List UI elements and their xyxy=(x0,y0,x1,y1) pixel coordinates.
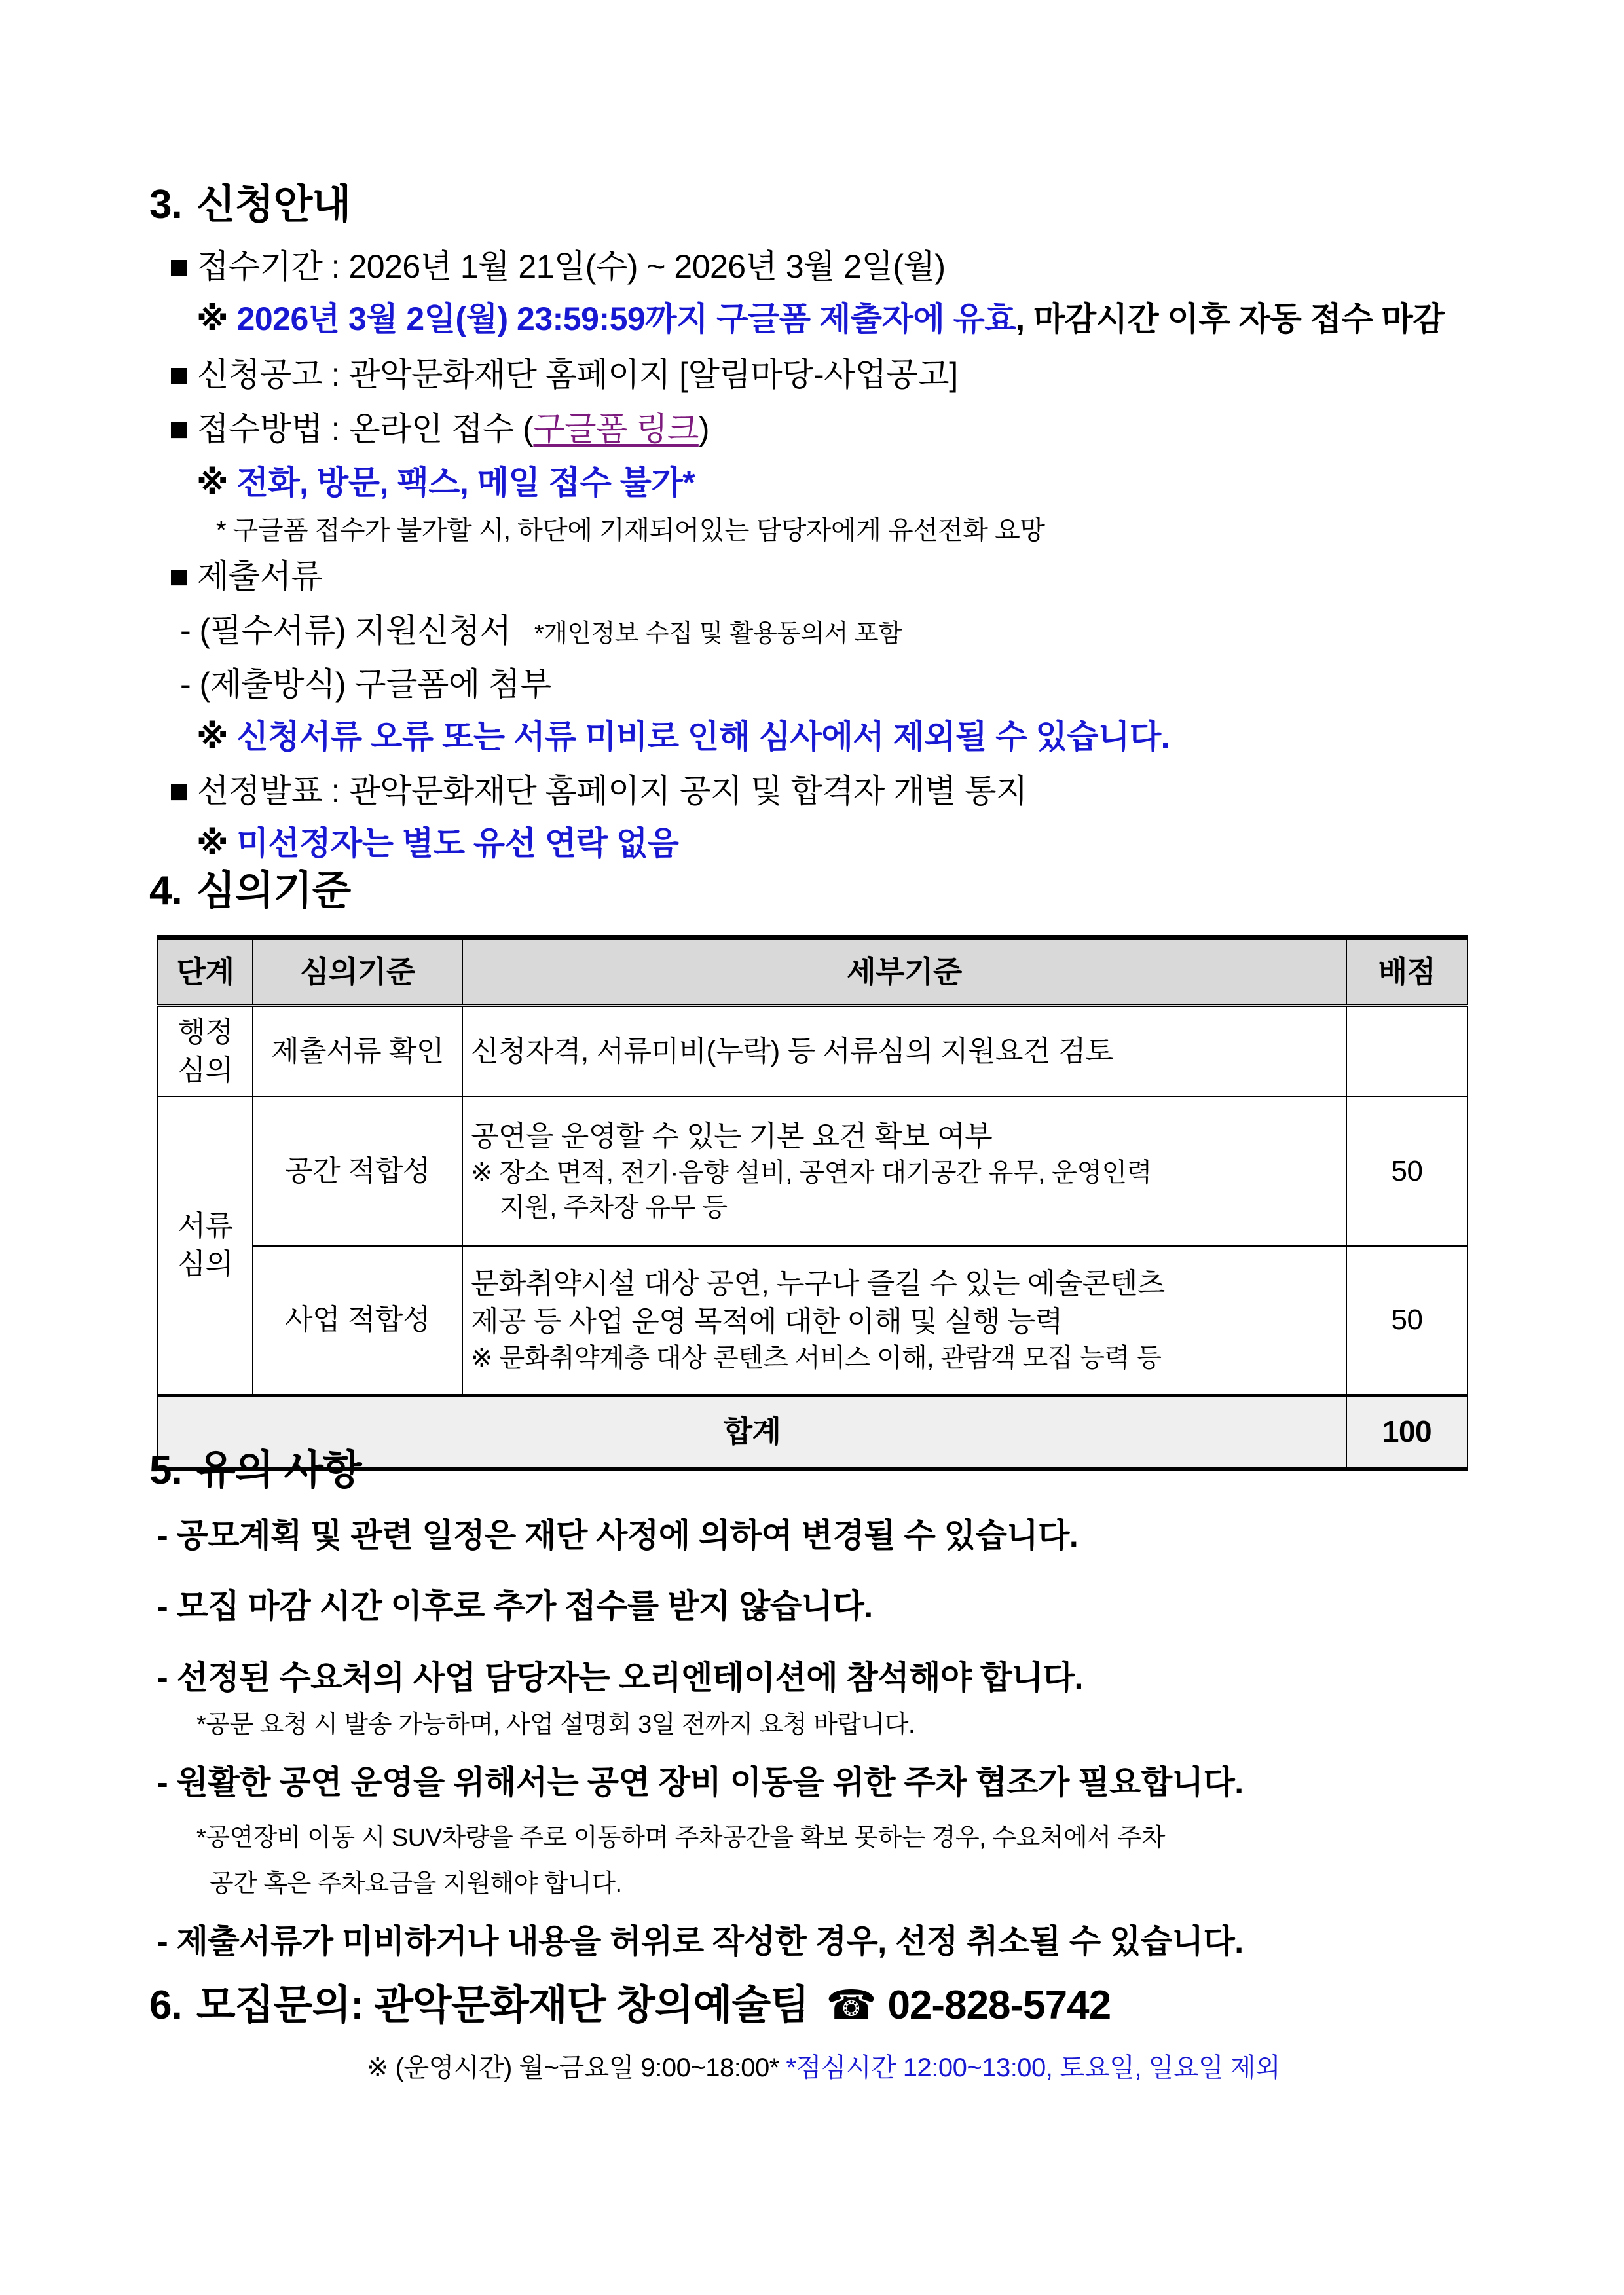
section-5-title: 유의 사항 xyxy=(196,1448,361,1493)
hours-mark: ※ xyxy=(367,2053,389,2082)
col-header-score: 배점 xyxy=(1346,938,1467,1006)
section-5-heading xyxy=(149,1450,361,1491)
section-5-number: 5. xyxy=(149,1448,182,1493)
cell-stage-document-review: 서류심의 xyxy=(158,1097,253,1395)
application-period: ■ 접수기간 : 2026년 1월 21일(수) ~ 2026년 3월 2일(월) xyxy=(169,248,946,285)
cell-total-score: 100 xyxy=(1346,1395,1467,1469)
cell-detail-project-fit xyxy=(462,1246,1346,1395)
detail-line: 지원, 주차장 유무 등 xyxy=(500,1193,728,1222)
phone-icon: ☎ xyxy=(826,1983,876,2028)
detail-line: 문화취약시설 대상 공연, 누구나 즐길 수 있는 예술콘텐츠 xyxy=(471,1267,1165,1300)
result-announcement: ■ 선정발표 : 관악문화재단 홈페이지 공지 및 합격자 개별 통지 xyxy=(169,773,1027,809)
section-4-title: 심의기준 xyxy=(196,868,351,913)
cell-score-space-fit: 50 xyxy=(1346,1097,1467,1246)
col-header-criterion: 심의기준 xyxy=(253,938,462,1006)
detail-line: ※ 문화취약계층 대상 콘텐츠 서비스 이해, 관람객 모집 능력 등 xyxy=(471,1344,1162,1373)
detail-line: ※ 장소 면적, 전기·음향 설비, 공연자 대기공간 유무, 운영인력 xyxy=(471,1158,1152,1188)
note-mark-4: ※ xyxy=(196,825,229,862)
caution-item-4: - 원활한 공연 운영을 위해서는 공연 장비 이동을 위한 주차 협조가 필요합니다. xyxy=(157,1764,1244,1801)
note-mark-2: ※ xyxy=(196,464,229,501)
note-blue-2: 전화, 방문, 팩스, 메일 접수 불가* xyxy=(236,464,695,501)
operating-hours xyxy=(367,2055,1280,2081)
section-6-title: 모집문의: 관악문화재단 창의예술팀 xyxy=(196,1983,809,2028)
application-method-suffix: ) xyxy=(698,411,709,447)
note-blue-3: 신청서류 오류 또는 서류 미비로 인해 심사에서 제외될 수 있습니다. xyxy=(236,718,1170,755)
detail-line: 공연을 운영할 수 있는 기본 요건 확보 여부 xyxy=(471,1120,993,1153)
col-header-detail: 세부기준 xyxy=(462,938,1346,1006)
cell-score-admin xyxy=(1346,1006,1467,1097)
caution-note-parking-2: 공간 혹은 주차요금을 지원해야 합니다. xyxy=(210,1870,622,1898)
cell-criterion-project-fit: 사업 적합성 xyxy=(253,1246,462,1395)
submission-docs-note xyxy=(196,720,1170,753)
table-row xyxy=(158,1006,1467,1097)
caution-note-parking-1: *공연장비 이동 시 SUV차량을 주로 이동하며 주차공간을 확보 못하는 경우, 수요처에서 주차 xyxy=(196,1824,1165,1852)
cell-detail-admin: 신청자격, 서류미비(누락) 등 서류심의 지원요건 검토 xyxy=(462,1006,1346,1097)
cell-detail-space-fit xyxy=(462,1097,1346,1246)
application-method-prefix: ■ 접수방법 : 온라인 접수 ( xyxy=(169,411,534,447)
col-header-stage: 단계 xyxy=(158,938,253,1006)
contact-phone-number: 02-828-5742 xyxy=(887,1983,1111,2028)
submission-docs-required xyxy=(180,614,902,647)
section-4-heading xyxy=(149,868,351,913)
note-blue-1: 2026년 3월 2일(월) 23:59:59까지 구글폼 제출자에 유효 xyxy=(236,301,1016,337)
table-row xyxy=(158,1246,1467,1395)
submission-docs-label: ■ 제출서류 xyxy=(169,558,323,595)
application-method xyxy=(169,413,709,445)
cell-criterion-space-fit: 공간 적합성 xyxy=(253,1097,462,1246)
hours-blue: *점심시간 12:00~13:00, 토요일, 일요일 제외 xyxy=(786,2053,1280,2082)
caution-item-5: - 제출서류가 미비하거나 내용을 허위로 작성한 경우, 선정 취소될 수 있습니다. xyxy=(157,1923,1244,1960)
application-notice: ■ 신청공고 : 관악문화재단 홈페이지 [알림마당-사업공고] xyxy=(169,356,958,393)
cell-score-project-fit: 50 xyxy=(1346,1246,1467,1395)
section-3-title: 신청안내 xyxy=(196,182,351,227)
docs-required-main: - (필수서류) 지원신청서 xyxy=(180,612,511,649)
application-method-subnote: * 구글폼 접수가 불가할 시, 하단에 기재되어있는 담당자에게 유선전화 요망 xyxy=(216,516,1045,545)
detail-line: 제공 등 사업 운영 목적에 대한 이해 및 실행 능력 xyxy=(471,1306,1063,1338)
note-rest-1: , 마감시간 이후 자동 접수 마감 xyxy=(1016,301,1445,337)
cell-stage-admin: 행정심의 xyxy=(158,1006,253,1097)
section-3-heading xyxy=(149,182,351,227)
result-announcement-note xyxy=(196,827,678,860)
section-3-number: 3. xyxy=(149,182,182,227)
caution-note-orientation: *공문 요청 시 발송 가능하며, 사업 설명회 3일 전까지 요청 바랍니다. xyxy=(196,1711,915,1738)
table-header-row xyxy=(158,938,1467,1006)
note-mark-1: ※ xyxy=(196,301,229,337)
note-mark-3: ※ xyxy=(196,718,229,755)
cell-criterion-docs-check: 제출서류 확인 xyxy=(253,1006,462,1097)
note-blue-4: 미선정자는 별도 유선 연락 없음 xyxy=(236,825,679,862)
cell-total-label: 합계 xyxy=(158,1395,1346,1469)
caution-item-3: - 선정된 수요처의 사업 담당자는 오리엔테이션에 참석해야 합니다. xyxy=(157,1659,1083,1696)
application-period-note xyxy=(196,303,1444,335)
google-form-link[interactable]: 구글폼 링크 xyxy=(533,411,699,447)
caution-item-2: - 모집 마감 시간 이후로 추가 접수를 받지 않습니다. xyxy=(157,1588,873,1625)
hours-black: (운영시간) 월~금요일 9:00~18:00* xyxy=(395,2053,779,2082)
table-row xyxy=(158,1097,1467,1246)
docs-required-note: *개인정보 수집 및 활용동의서 포함 xyxy=(534,620,902,648)
criteria-table xyxy=(157,935,1468,1471)
submission-docs-method: - (제출방식) 구글폼에 첨부 xyxy=(180,666,551,703)
application-method-note xyxy=(196,466,695,499)
section-6-heading xyxy=(149,1985,1111,2026)
section-6-number: 6. xyxy=(149,1983,182,2028)
section-4-number: 4. xyxy=(149,868,182,913)
caution-item-1: - 공모계획 및 관련 일정은 재단 사정에 의하여 변경될 수 있습니다. xyxy=(157,1517,1079,1554)
